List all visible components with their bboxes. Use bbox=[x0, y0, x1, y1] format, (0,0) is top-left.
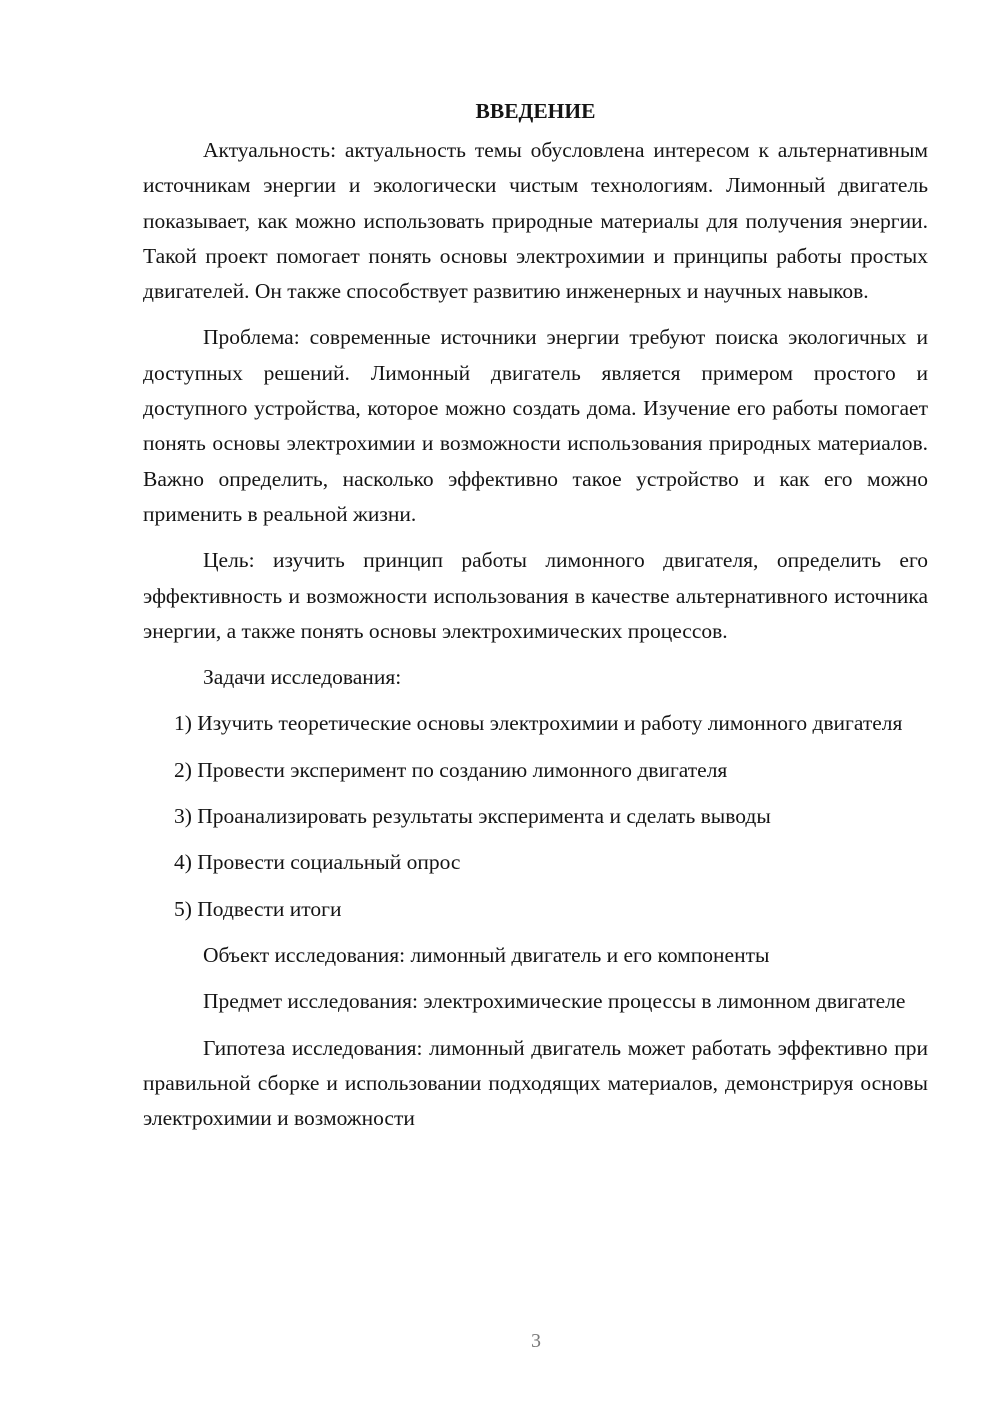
object-paragraph: Объект исследования: лимонный двигатель и его компоненты bbox=[203, 942, 770, 967]
hypothesis-paragraph: Гипотеза исследования: лимонный двигатель может работать эффективно при правильной сборке и использовании подходящих материалов, демонстрируя основы электрохимии и возможности bbox=[143, 1035, 928, 1131]
tasks-title: Задачи исследования: bbox=[203, 665, 402, 690]
task-item-1: 1) Изучить теоретические основы электрохимии и работу лимонного двигателя bbox=[174, 711, 903, 736]
task-item-5: 5) Подвести итоги bbox=[174, 896, 342, 921]
task-item-4: 4) Провести социальный опрос bbox=[174, 850, 461, 875]
goal-paragraph: Цель: изучить принцип работы лимонного двигателя, определить его эффективность и возможности использования в качестве альтернативного источника энергии, а также понять основы электрохимических процессов. bbox=[143, 548, 928, 643]
task-item-3: 3) Проанализировать результаты эксперимента и сделать выводы bbox=[174, 804, 771, 829]
page-number: 3 bbox=[531, 1330, 541, 1352]
problem-paragraph: Проблема: современные источники энергии требуют поиска экологичных и доступных решений. Лимонный двигатель является примером простого и доступного устройства, которое можно создать дома. Изучение его работы помогает понять основы электрохимии и возможности использования природных материалов. Важно определить, насколько эффективно такое устройство и как его можно применить в реальной жизни. bbox=[143, 325, 928, 526]
document-page bbox=[143, 94, 928, 1147]
section-heading: ВВЕДЕНИЕ bbox=[475, 99, 596, 123]
relevance-paragraph: Актуальность: актуальность темы обусловлена интересом к альтернативным источникам энергии и экологически чистым технологиям. Лимонный двигатель показывает, как можно использовать природные материалы для получения энергии. Такой проект помогает понять основы электрохимии и принципы работы простых двигателей. Он также способствует развитию инженерных и научных навыков. bbox=[143, 138, 928, 304]
subject-paragraph: Предмет исследования: электрохимические процессы в лимонном двигателе bbox=[203, 989, 906, 1014]
task-item-2: 2) Провести эксперимент по созданию лимонного двигателя bbox=[174, 757, 728, 782]
